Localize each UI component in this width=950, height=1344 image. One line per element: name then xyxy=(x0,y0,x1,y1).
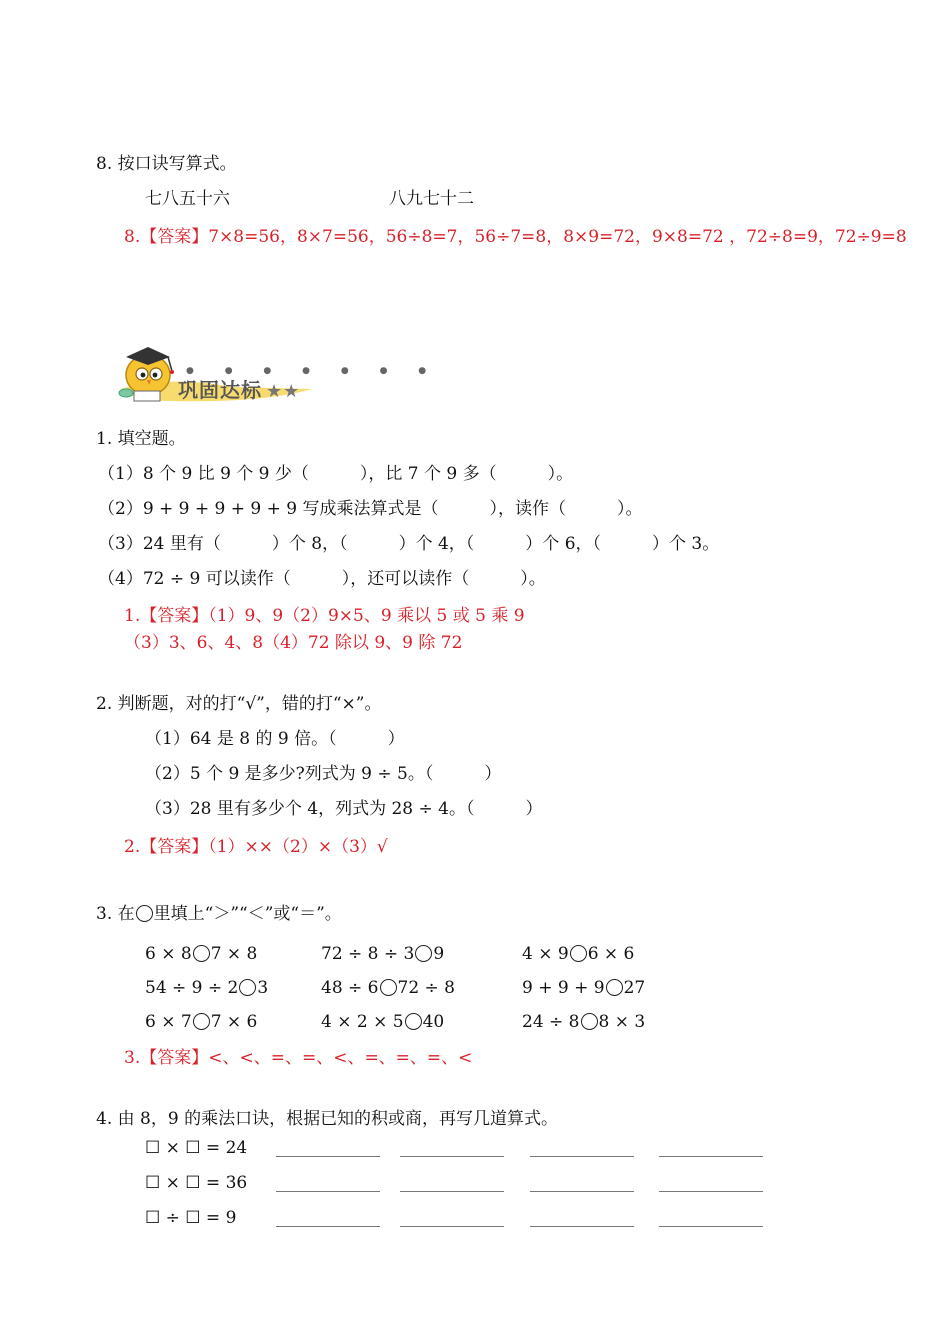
lhs: 24 ÷ 8 xyxy=(522,1012,580,1032)
q2-answer: 2.【答案】（1）××（2）×（3）√ xyxy=(124,837,388,857)
q2-line-3: （3）28 里有多少个 4，列式为 28 ÷ 4。（ ） xyxy=(145,799,543,819)
q3-title xyxy=(96,899,342,924)
section-title-text: 巩固达标 xyxy=(178,378,262,402)
compare-circle[interactable] xyxy=(380,979,397,996)
lhs: 48 ÷ 6 xyxy=(321,978,379,998)
answer-blank[interactable] xyxy=(276,1156,380,1157)
compare-circle[interactable] xyxy=(193,945,210,962)
lhs: 9 + 9 + 9 xyxy=(522,978,605,998)
q4-eq-2: ☐ × ☐ = 36 xyxy=(145,1173,248,1193)
rhs: 9 xyxy=(433,944,445,964)
section-stars: ★★ xyxy=(266,381,301,402)
lhs: 4 × 9 xyxy=(522,944,569,964)
q8-item-1: 七八五十六 xyxy=(145,189,230,209)
q1-line-3: （3）24 里有（ ）个 8，（ ）个 4，（ ）个 6，（ ）个 3。 xyxy=(98,534,720,554)
q3-r2-c1 xyxy=(145,978,268,998)
q1-line-2: （2）9 + 9 + 9 + 9 + 9 写成乘法算式是（ ），读作（ ）。 xyxy=(98,499,643,519)
answer-blank[interactable] xyxy=(530,1226,634,1227)
answer-blank[interactable] xyxy=(530,1191,634,1192)
q3-r3-c3 xyxy=(522,1012,645,1032)
q3-r1-c3 xyxy=(522,944,634,964)
q2-title: 2. 判断题，对的打“√”，错的打“×”。 xyxy=(96,694,382,714)
q1-answer-1: 1.【答案】（1）9、9（2）9×5、9 乘以 5 或 5 乘 9 xyxy=(124,606,525,626)
answer-blank[interactable] xyxy=(659,1226,763,1227)
q1-title: 1. 填空题。 xyxy=(96,429,186,449)
compare-circle[interactable] xyxy=(239,979,256,996)
compare-circle[interactable] xyxy=(581,1013,598,1030)
compare-circle[interactable] xyxy=(606,979,623,996)
q1-line-1: （1）8 个 9 比 9 个 9 少（ ），比 7 个 9 多（ ）。 xyxy=(98,464,574,484)
banner-dots: ● ● ● ● ● ● ● xyxy=(186,366,441,376)
rhs: 72 ÷ 8 xyxy=(397,978,455,998)
q4-eq-1: ☐ × ☐ = 24 xyxy=(145,1138,248,1158)
lhs: 72 ÷ 8 ÷ 3 xyxy=(321,944,415,964)
q2-line-2: （2）5 个 9 是多少?列式为 9 ÷ 5。（ ） xyxy=(145,764,502,784)
rhs: 27 xyxy=(623,978,646,998)
rhs: 7 × 8 xyxy=(210,944,258,964)
q8-answer: 8.【答案】7×8=56，8×7=56，56÷8=7，56÷7=8，8×9=72，9×8=72 ，72÷8=9，72÷9=8 xyxy=(124,227,907,247)
answer-blank[interactable] xyxy=(659,1156,763,1157)
circle-icon xyxy=(136,905,153,922)
section-title xyxy=(178,374,300,403)
q3-r3-c2 xyxy=(321,1012,444,1032)
rhs: 6 × 6 xyxy=(587,944,635,964)
answer-blank[interactable] xyxy=(276,1191,380,1192)
q1-answer-2: （3）3、6、4、8（4）72 除以 9、9 除 72 xyxy=(124,633,463,653)
answer-blank[interactable] xyxy=(276,1226,380,1227)
q3-r1-c1 xyxy=(145,944,257,964)
compare-circle[interactable] xyxy=(193,1013,210,1030)
q3-r2-c2 xyxy=(321,978,455,998)
q3-title-b: 里填上“＞”“＜”或“＝”。 xyxy=(153,904,342,924)
q1-line-4: （4）72 ÷ 9 可以读作（ ），还可以读作（ ）。 xyxy=(98,569,546,589)
rhs: 7 × 6 xyxy=(210,1012,258,1032)
rhs: 3 xyxy=(257,978,269,998)
q8-title: 8. 按口诀写算式。 xyxy=(96,154,237,174)
compare-circle[interactable] xyxy=(415,945,432,962)
q8-item-2: 八九七十二 xyxy=(389,189,474,209)
lhs: 6 × 8 xyxy=(145,944,192,964)
answer-blank[interactable] xyxy=(400,1226,504,1227)
rhs: 8 × 3 xyxy=(598,1012,646,1032)
compare-circle[interactable] xyxy=(570,945,587,962)
q3-r1-c2 xyxy=(321,944,444,964)
answer-blank[interactable] xyxy=(400,1191,504,1192)
lhs: 4 × 2 × 5 xyxy=(321,1012,404,1032)
answer-blank[interactable] xyxy=(530,1156,634,1157)
q3-r3-c1 xyxy=(145,1012,257,1032)
q3-r2-c3 xyxy=(522,978,645,998)
answer-blank[interactable] xyxy=(659,1191,763,1192)
q3-answer: 3.【答案】<、<、=、=、<、=、=、=、< xyxy=(124,1048,473,1068)
lhs: 54 ÷ 9 ÷ 2 xyxy=(145,978,239,998)
q2-line-1: （1）64 是 8 的 9 倍。（ ） xyxy=(145,729,405,749)
compare-circle[interactable] xyxy=(405,1013,422,1030)
rhs: 40 xyxy=(422,1012,445,1032)
lhs: 6 × 7 xyxy=(145,1012,192,1032)
q3-title-a: 3. 在 xyxy=(96,904,135,924)
q4-title: 4. 由 8，9 的乘法口诀，根据已知的积或商，再写几道算式。 xyxy=(96,1109,559,1129)
answer-blank[interactable] xyxy=(400,1156,504,1157)
q4-eq-3: ☐ ÷ ☐ = 9 xyxy=(145,1208,237,1228)
